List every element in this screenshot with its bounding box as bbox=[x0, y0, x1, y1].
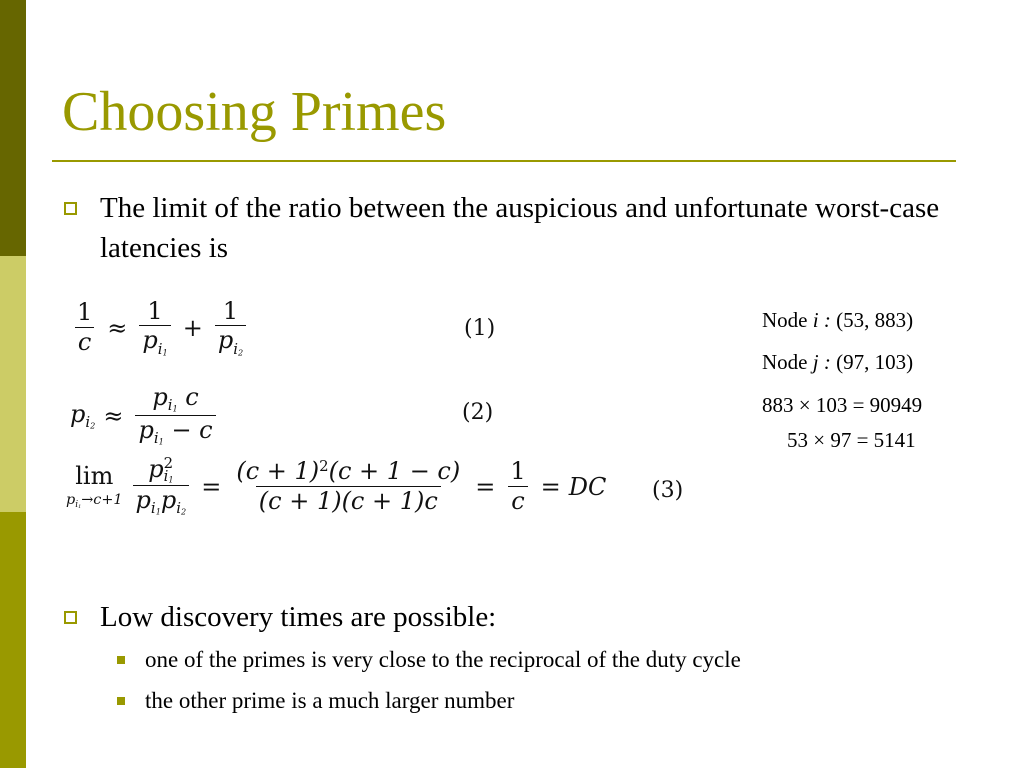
sub-i: i bbox=[233, 339, 238, 358]
fraction-expanded bbox=[233, 458, 463, 515]
lim-subscript bbox=[66, 492, 123, 510]
subscript bbox=[176, 499, 186, 517]
sub-bullet-text-1: one of the primes is very close to the reciprocal of the duty cycle bbox=[145, 647, 741, 672]
approx-symbol: ≈ bbox=[107, 313, 128, 342]
numerator: 1 bbox=[147, 297, 163, 325]
duty-cycle-dc: DC bbox=[568, 472, 607, 501]
equals-symbol: = bbox=[201, 472, 222, 501]
sub-sub-2: 2 bbox=[237, 347, 244, 358]
filled-square-bullet-icon bbox=[117, 697, 125, 705]
node-i-note bbox=[762, 310, 913, 331]
equals-symbol: = bbox=[475, 472, 496, 501]
node-var: i : bbox=[812, 308, 831, 332]
plus-symbol: + bbox=[182, 313, 203, 342]
numerator bbox=[149, 384, 201, 415]
subscript bbox=[154, 429, 164, 447]
sub-i: i bbox=[157, 339, 163, 358]
sub-sub-1: 1 bbox=[155, 507, 161, 518]
numerator bbox=[145, 453, 176, 486]
fraction-1-over-c bbox=[74, 299, 95, 356]
node-var: j : bbox=[812, 350, 831, 374]
denominator bbox=[139, 325, 170, 357]
sub-i: i bbox=[176, 499, 182, 518]
sup-sub-stack bbox=[163, 453, 174, 486]
product-note-1: 883 × 103 = 90949 bbox=[762, 393, 923, 417]
fraction-1-over-pi2 bbox=[215, 298, 246, 358]
var-p: p bbox=[66, 491, 76, 508]
sub-i: i bbox=[75, 499, 79, 510]
fraction-pi1-squared-over-pi1-pi2 bbox=[133, 453, 190, 518]
sub-i: i bbox=[150, 499, 156, 518]
sub-i: i bbox=[163, 467, 169, 486]
equation-3 bbox=[66, 453, 607, 518]
equation-1 bbox=[70, 298, 250, 358]
minus-c: − c bbox=[171, 415, 213, 444]
node-label: Node bbox=[762, 350, 808, 374]
decorative-sidebar bbox=[0, 0, 26, 768]
sub-sub-2: 2 bbox=[181, 507, 187, 518]
subscript-i bbox=[158, 340, 168, 358]
limit-operator bbox=[66, 461, 123, 510]
slide-title: Choosing Primes bbox=[62, 81, 447, 143]
factor-c-plus-1: (c + 1) bbox=[236, 457, 320, 486]
equation-number-2: (2) bbox=[462, 400, 494, 425]
sub-i: i bbox=[167, 396, 173, 415]
var-c: c bbox=[185, 383, 199, 411]
product-note-2: 53 × 97 = 5141 bbox=[787, 428, 916, 452]
denominator bbox=[135, 415, 215, 447]
var-p: p bbox=[70, 399, 86, 428]
node-j-note bbox=[762, 352, 913, 373]
hollow-square-bullet-icon bbox=[64, 611, 77, 624]
lhs-pi2 bbox=[70, 400, 95, 431]
hollow-square-bullet-icon bbox=[64, 202, 77, 215]
bullet-text-low-discovery: Low discovery times are possible: bbox=[100, 601, 497, 633]
var-p: p bbox=[160, 486, 177, 515]
sub-i: i bbox=[153, 429, 159, 448]
denominator: c bbox=[508, 486, 527, 516]
sub-sub-2: 2 bbox=[90, 420, 96, 431]
var-p: p bbox=[138, 415, 154, 444]
denominator bbox=[215, 325, 246, 357]
var-p: p bbox=[142, 326, 158, 355]
subscript bbox=[85, 413, 95, 431]
sub-i: i bbox=[85, 413, 91, 432]
numerator bbox=[233, 458, 463, 486]
sub-sub-1: 1 bbox=[162, 347, 168, 358]
fraction-1-over-c bbox=[507, 458, 528, 515]
sub-sub-1: 1 bbox=[78, 503, 82, 510]
sidebar-segment-bottom bbox=[0, 512, 26, 768]
node-value: (97, 103) bbox=[836, 350, 914, 374]
title-underline bbox=[52, 160, 956, 162]
superscript-2: 2 bbox=[319, 457, 329, 476]
var-p: p bbox=[217, 326, 234, 355]
numerator: 1 bbox=[77, 298, 93, 327]
sub-sub-1: 1 bbox=[158, 436, 164, 447]
equals-symbol: = bbox=[540, 472, 561, 501]
var-p: p bbox=[135, 486, 151, 515]
denominator: c bbox=[75, 327, 94, 357]
arrow-c-plus-1: →c+1 bbox=[81, 491, 123, 508]
sub-sub-1: 1 bbox=[172, 403, 178, 414]
node-label: Node bbox=[762, 308, 808, 332]
equation-number-1: (1) bbox=[464, 316, 496, 341]
denominator: (c + 1)(c + 1)c bbox=[256, 486, 441, 516]
fraction-1-over-pi1 bbox=[139, 298, 170, 358]
sidebar-segment-middle bbox=[0, 256, 26, 512]
subscript bbox=[151, 499, 161, 517]
filled-square-bullet-icon bbox=[117, 656, 125, 664]
numerator: 1 bbox=[222, 297, 239, 325]
approx-symbol: ≈ bbox=[103, 401, 124, 430]
fraction-pi1c-over-pi1-minus-c bbox=[135, 384, 215, 447]
equation-number-3: (3) bbox=[652, 478, 684, 503]
var-p: p bbox=[148, 455, 164, 483]
sidebar-segment-top bbox=[0, 0, 26, 256]
numerator: 1 bbox=[510, 457, 526, 486]
equation-2 bbox=[70, 384, 220, 447]
subscript-i bbox=[233, 340, 243, 358]
subscript bbox=[168, 396, 178, 414]
node-value: (53, 883) bbox=[836, 308, 914, 332]
lim-word: lim bbox=[75, 461, 114, 490]
sub-bullet-text-2: the other prime is a much larger number bbox=[145, 688, 515, 713]
factor-c-plus-1-minus-c: (c + 1 − c) bbox=[328, 457, 461, 486]
bullet-text-ratio-limit: The limit of the ratio between the auspicious and unfortunate worst-case latencies is bbox=[100, 192, 940, 264]
sub-sub-1: 1 bbox=[168, 474, 174, 485]
superscript-2: 2 bbox=[163, 453, 174, 472]
denominator bbox=[133, 485, 190, 517]
var-p: p bbox=[152, 383, 168, 411]
subscript bbox=[163, 467, 174, 486]
